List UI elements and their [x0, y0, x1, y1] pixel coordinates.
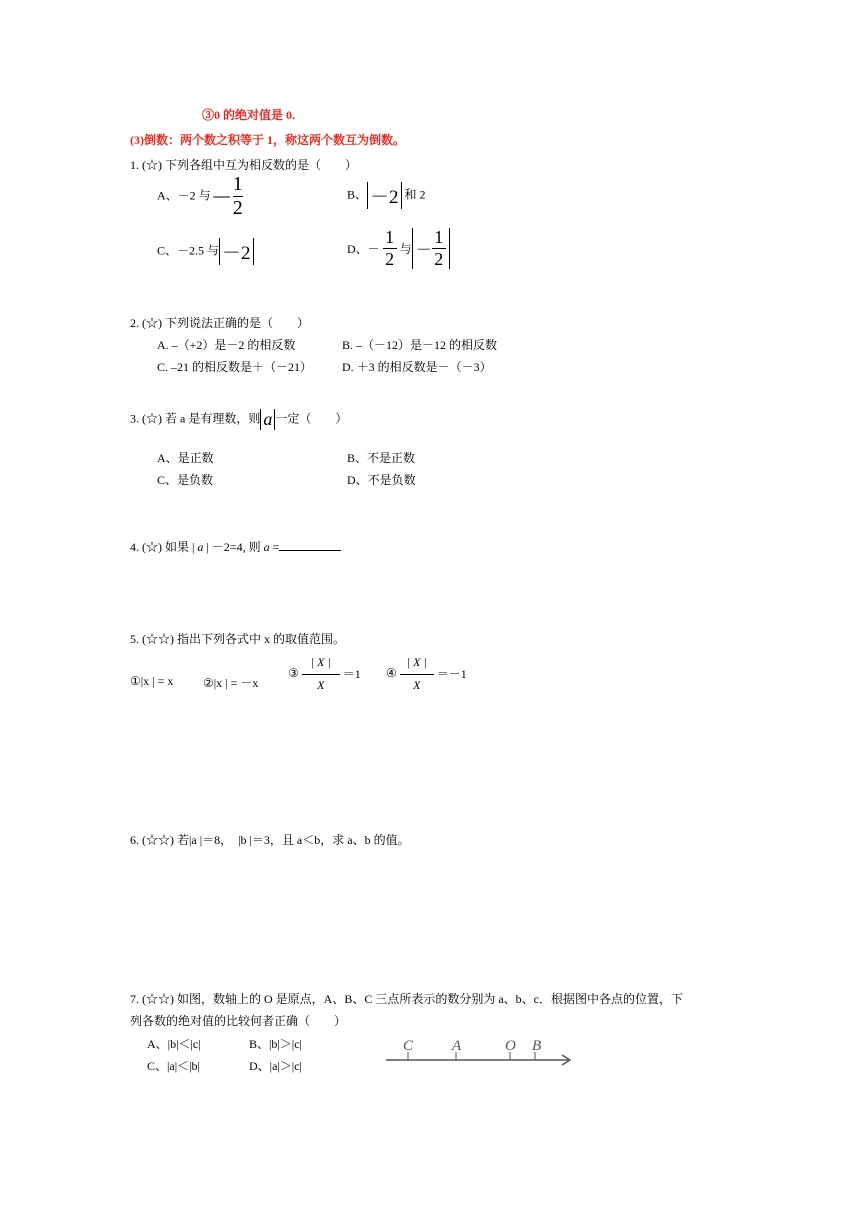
q5-e4-fraction: [400, 656, 434, 691]
q1-d-fraction: [383, 228, 397, 269]
label-o: O: [505, 1038, 516, 1054]
q1-d-abs: [412, 228, 450, 269]
q5-e4-label: ④: [386, 666, 397, 681]
q5-e3-label: ③: [288, 666, 299, 681]
q4-stem-post: =: [269, 540, 280, 554]
q3-stem-post: 一定（ ）: [275, 411, 348, 426]
q1-d-abs-num: 1: [434, 227, 444, 247]
q3-option-c: C、是负数: [157, 473, 214, 487]
q1-option-b: [347, 182, 426, 209]
q5-e3-rhs: ＝1: [342, 667, 361, 682]
q3-option-d: D、不是负数: [347, 473, 416, 487]
q5-e4-num: | X |: [406, 655, 427, 669]
q1-d-num: 1: [385, 227, 395, 247]
q7-option-b: B、|b|＞|c|: [249, 1037, 302, 1051]
q6-stem: 6. (☆☆) 若|a |＝8， |b |＝3，且 a＜b，求 a、b 的值。: [130, 833, 410, 847]
q2-option-b: B. –（－12）是－12 的相反数: [342, 338, 498, 352]
label-c: C: [403, 1038, 414, 1054]
q1-a-prefix: A、－2 与: [157, 188, 211, 203]
q5-expr-4: [386, 656, 467, 691]
q1-option-a: [157, 174, 243, 219]
q1-d-abs-den: 2: [434, 248, 444, 269]
q7-option-c: C、|a|＜|b|: [147, 1059, 200, 1073]
q5-stem: 5. (☆☆) 指出下列各式中 x 的取值范围。: [130, 632, 345, 646]
q1-d-prefix: D、－: [347, 241, 380, 256]
q1-d-abs-minus: －: [415, 241, 432, 259]
q4-stem-pre: 4. (☆) 如果 |: [130, 540, 198, 554]
q3-stem: [130, 409, 347, 430]
q4-var-a2: a: [263, 540, 270, 554]
note-reciprocal: (3)倒数：两个数之积等于 1，称这两个数互为倒数。: [130, 133, 405, 147]
q5-expr-1: ①|x | = x: [130, 674, 174, 688]
q4-answer-blank[interactable]: [279, 540, 341, 551]
q1-a-fraction: [233, 174, 243, 219]
label-a: A: [452, 1038, 462, 1054]
q7-stem-line2: 列各数的绝对值的比较何者正确（ ）: [130, 1014, 347, 1028]
q7-option-d: D、|a|＞|c|: [249, 1059, 302, 1073]
q4-stem: [130, 538, 341, 555]
q3-option-a: A、是正数: [157, 451, 214, 465]
q2-stem: 2. (☆) 下列说法正确的是（ ）: [130, 316, 309, 330]
q1-a-den: 2: [232, 197, 243, 219]
q1-c-abs: －2: [219, 238, 254, 265]
q1-a-num: 1: [232, 173, 243, 195]
q5-e4-rhs: ＝－1: [436, 667, 467, 682]
note-abs-zero: ③0 的绝对值是 0.: [202, 108, 296, 122]
q3-option-b: B、不是正数: [347, 451, 416, 465]
q5-expr-2: ②|x | = －x: [203, 676, 259, 690]
q7-stem-line1: 7. (☆☆) 如图，数轴上的 O 是原点，A、B、C 三点所表示的数分别为 a、b、c．根据图中各点的位置，下: [130, 992, 683, 1006]
q3-abs-a: a: [260, 409, 275, 430]
q1-b-suffix: 和 2: [404, 187, 426, 202]
q2-option-a: A. –（+2）是－2 的相反数: [157, 338, 296, 352]
q1-a-minus: －: [210, 185, 233, 210]
q4-stem-mid: | －2=4, 则: [203, 540, 264, 554]
q1-d-den: 2: [385, 248, 395, 269]
q5-e3-den: X: [317, 677, 325, 692]
q7-option-a: A、|b|＜|c|: [147, 1037, 201, 1051]
q1-option-c: [157, 238, 254, 265]
q5-e3-num: | X |: [310, 655, 331, 669]
q4-var-a: a: [197, 540, 204, 554]
q1-d-mid: 与: [399, 241, 412, 256]
q1-b-prefix: B、: [347, 187, 368, 202]
q2-option-d: D. ＋3 的相反数是－（－3）: [342, 360, 492, 374]
q1-c-prefix: C、－2.5 与: [157, 243, 220, 258]
q3-stem-pre: 3. (☆) 若 a 是有理数，则: [130, 411, 261, 426]
q1-option-d: [347, 228, 450, 269]
q5-e3-fraction: [302, 656, 340, 691]
q1-b-abs: －2: [367, 182, 402, 209]
label-b: B: [532, 1038, 542, 1054]
q1-d-abs-fraction: [432, 228, 446, 269]
q2-option-c: C. –21 的相反数是＋（－21）: [157, 360, 313, 374]
number-line-figure: [380, 1032, 580, 1072]
q1-stem: 1. (☆) 下列各组中互为相反数的是（ ）: [130, 158, 357, 172]
q5-expr-3: [288, 656, 361, 691]
q5-e4-den: X: [413, 677, 421, 692]
